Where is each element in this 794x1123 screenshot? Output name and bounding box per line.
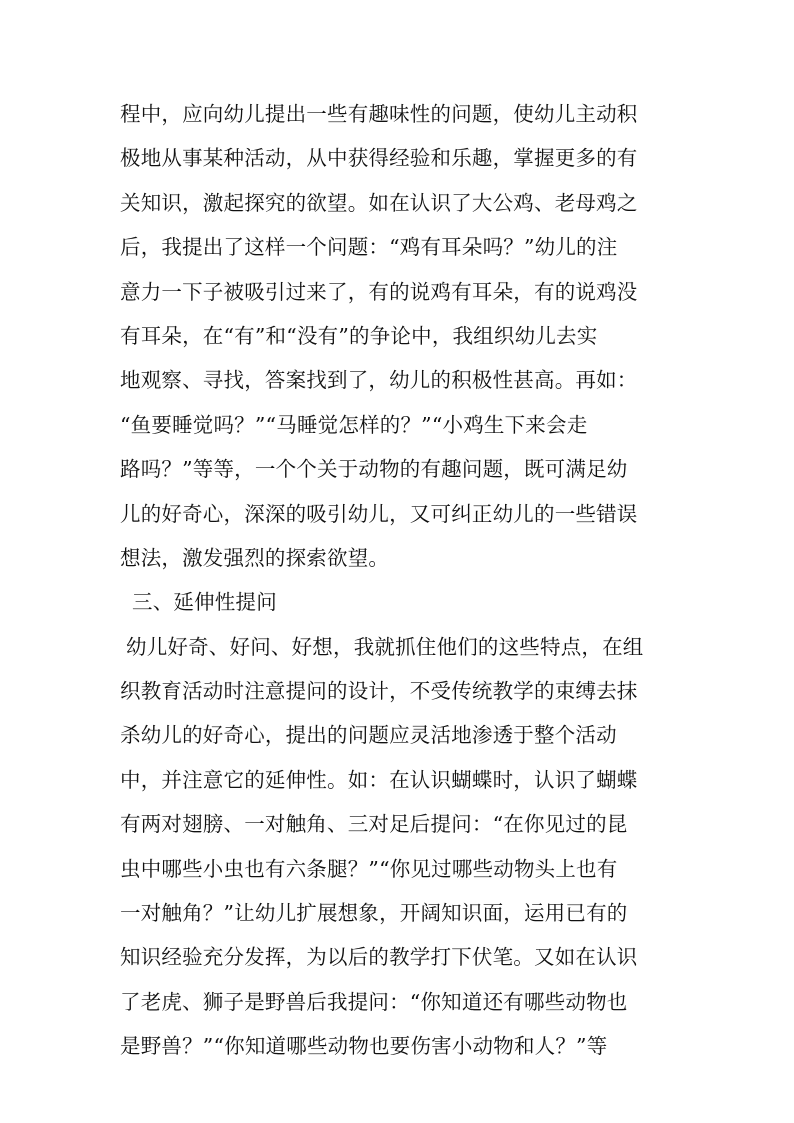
paragraph-line: 关知识，激起探究的欲望。如在认识了大公鸡、老母鸡之 xyxy=(120,190,638,215)
paragraph-line: 有两对翅膀、一对触角、三对足后提问：“在你见过的昆 xyxy=(120,812,628,837)
section-heading: 三、延伸性提问 xyxy=(132,590,277,615)
paragraph-line: 是野兽？”“你知道哪些动物也要伤害小动物和人？”等 xyxy=(120,1034,608,1059)
paragraph-line: 织教育活动时注意提问的设计，不受传统教学的束缚去抹 xyxy=(120,679,638,704)
paragraph-line: 有耳朵，在“有”和“没有”的争论中，我组织幼儿去实 xyxy=(120,323,598,348)
paragraph-line: 地观察、寻找，答案找到了，幼儿的积极性甚高。再如： xyxy=(120,368,638,393)
paragraph-line: 知识经验充分发挥，为以后的教学打下伏笔。又如在认识 xyxy=(120,945,638,970)
paragraph-line: 极地从事某种活动，从中获得经验和乐趣，掌握更多的有 xyxy=(120,146,638,171)
paragraph-line: 程中，应向幼儿提出一些有趣味性的问题，使幼儿主动积 xyxy=(120,102,638,126)
paragraph-line: “鱼要睡觉吗？”“马睡觉怎样的？”“小鸡生下来会走 xyxy=(120,412,588,437)
paragraph-line: 了老虎、狮子是野兽后我提问：“你知道还有哪些动物也 xyxy=(120,989,628,1014)
paragraph-line: 想法，激发强烈的探索欲望。 xyxy=(120,545,390,570)
paragraph-line: 儿的好奇心，深深的吸引幼儿，又可纠正幼儿的一些错误 xyxy=(120,501,638,526)
paragraph-line: 路吗？”等等，一个个关于动物的有趣问题，既可满足幼 xyxy=(120,457,628,482)
paragraph-line: 幼儿好奇、好问、好想，我就抓住他们的这些特点，在组 xyxy=(126,634,644,659)
paragraph-line: 虫中哪些小虫也有六条腿？”“你见过哪些动物头上也有 xyxy=(120,856,618,881)
paragraph-line: 一对触角？”让幼儿扩展想象，开阔知识面，运用已有的 xyxy=(120,901,628,926)
paragraph-line: 杀幼儿的好奇心，提出的问题应灵活地渗透于整个活动 xyxy=(120,723,617,748)
paragraph-line: 后，我提出了这样一个问题：“鸡有耳朵吗？”幼儿的注 xyxy=(120,235,618,260)
paragraph-line: 中，并注意它的延伸性。如：在认识蝴蝶时，认识了蝴蝶 xyxy=(120,767,638,792)
paragraph-line: 意力一下子被吸引过来了，有的说鸡有耳朵，有的说鸡没 xyxy=(120,279,638,304)
body-text xyxy=(120,92,680,1069)
